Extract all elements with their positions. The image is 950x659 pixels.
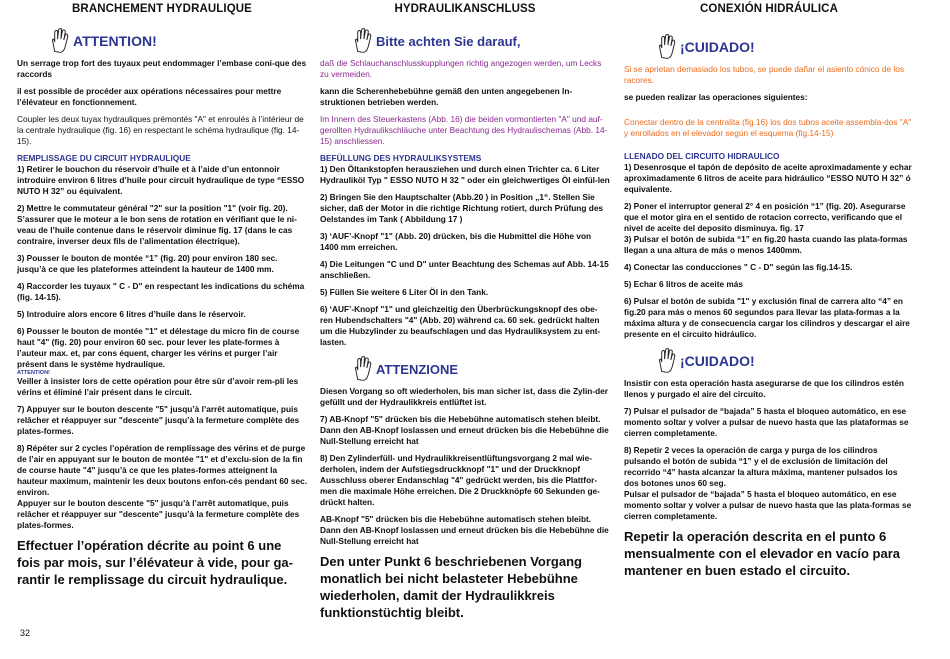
- step-4: 4) Raccorder les tuyaux " C - D" en respectant les indications du schéma (fig. 14-15).: [17, 281, 305, 302]
- step-4: 4) Conectar las conducciones " C - D" según las fig.14-15.: [624, 262, 853, 272]
- step-7: 7) Pulsar el pulsador de “bajada” 5 hasta el bloqueo automático, en ese momento soltar y volver a pulsar de nuevo hasta que las plataformas se cierren completamente.: [624, 406, 909, 438]
- final-note: Effectuer l’opération décrite au point 6 une fois par mois, sur l’élévateur à vide, pour ga-rantir le remplissage du circuit hydraulique.: [17, 538, 293, 587]
- warning-text: Si se aprietan demasiado los tubos, se puede dañar el asiento cónico de los racores.: [624, 64, 904, 85]
- step-6-note: Diesen Vorgang so oft wiederholen, bis man sicher ist, dass die Zylin-der gefüllt und der Hydraulikkreis entlüftet ist.: [320, 386, 609, 407]
- intro-text: se pueden realizar las operaciones siguientes:: [624, 92, 808, 102]
- step-5: 5) Introduire alors encore 6 litres d’huile dans le réservoir.: [17, 309, 246, 319]
- step-1: 1) Desenrosque el tapón de depósito de aceite aproximadamente y echar aproximadamente 6 litros de aceite para hidráulico “ESSO NUTO H 32” ó equivalente.: [624, 162, 912, 194]
- step-7: 7) Appuyer sur le bouton descente "5" jusqu’à l’arrêt automatique, puis relâcher et réappuyer sur "descente" jusqu’à la fermeture complète des plates-formes.: [17, 404, 300, 436]
- couple-text: Conectar dentro de la centralita (fig.16) los dos tubos aceite assembla-dos "A" y enrollados en el elevador según el esquema (fig.14-15): [624, 117, 912, 138]
- step-6: 6) Pulsar el botón de subida "1" y exclusión final de carrera alto “4” en fig.20 para más o menos 60 segundos para llevar las plata-formas a la máxima altura y de consecuencia cargar los cilindros y descargar el aire presente en el circuito hidráulico.: [624, 296, 910, 339]
- subtitle: BEFÜLLUNG DES HYDRAULIKSYSTEMS: [320, 153, 482, 163]
- couple-text: Im Innern des Steuerkastens (Abb. 16) die beiden vormontierten "A" und auf-gerollten Hydraulikschläuche unter Beachtung des Hydraulischemas (Abb. 14-15) anschliessen.: [320, 114, 608, 146]
- raised-hand-icon: [656, 348, 676, 374]
- column-french: [17, 0, 307, 588]
- step-8: 8) Répéter sur 2 cycles l’opération de remplissage des vérins et de purge de l’air en appuyant sur le bouton de montée "1" et d’exclu-sion de la fin de course haute "4" jusqu’à ce que les plates-formes atteignent la hauteur maximum, maintenir les deux boutons enfon-cés pendant 60 sec. environ.: [17, 443, 307, 497]
- step-8: 8) Repetir 2 veces la operación de carga y purga de los cilindros pulsando el botón de subida “1” y el de exclusión de limitación del recorrido “4” hasta alcanzar la altura máxima, mantener pulsados los dos botones unos 60 seg.: [624, 445, 898, 488]
- attention-title: ¡CUIDADO!: [680, 38, 755, 55]
- step-1: 1) Retirer le bouchon du réservoir d’huile et à l’aide d’un entonnoir introduire environ 6 litres d’huile pour circuit hydraulique de type “ESSO NUTO H 32” ou équivalent.: [17, 164, 305, 196]
- section-header: HYDRAULIKANSCHLUSS: [394, 3, 536, 15]
- section-header: BRANCHEMENT HYDRAULIQUE: [72, 3, 252, 15]
- step-2: 2) Mettre le commutateur général "2" sur la position "1" (voir fig. 20). S’assurer que le moteur a le bon sens de rotation en vérifiant que le ni-veau de l’huile contenue dans le réservoir diminue fig. 17 (dans le cas contraire, inverser deux fils de l’alimentation électrique).: [17, 203, 297, 246]
- step-2: 2) Bringen Sie den Hauptschalter (Abb.20 ) in Position „1“. Stellen Sie sicher, daß der Motor in die richtige Richtung rotiert, durch Prüfung des Oelstandes im Tank ( Abbildung 17 ): [320, 192, 604, 224]
- step-7: 7) AB-Knopf "5" drücken bis die Hebebühne automatisch stehen bleibt. Dann den AB-Knopf loslassen und erneut drücken bis die Hebebühne die Null-Stellung erreicht hat: [320, 414, 609, 446]
- column-german: [320, 0, 610, 621]
- step-6-note: Insistir con esta operación hasta asegurarse de que los cilindros estén llenos y purgado el aire del circuito.: [624, 378, 904, 399]
- raised-hand-icon: [656, 34, 676, 60]
- section-header: CONEXIÓN HIDRÁULICA: [700, 3, 838, 15]
- raised-hand-icon: [352, 28, 372, 54]
- attention-banner: [17, 26, 307, 56]
- attention-banner: [320, 26, 610, 56]
- step-5: 5) Füllen Sie weitere 6 Liter Öl in den Tank.: [320, 287, 489, 297]
- intro-text: il est possible de procéder aux opérations nécessaires pour mettre l’élévateur en fonctionnement.: [17, 86, 282, 107]
- attention-title-2: ¡CUIDADO!: [680, 352, 755, 369]
- step-8: 8) Den Zylinderfüll- und Hydraulikkreisentlüftungsvorgang 2 mal wie-derholen, indem der Aufstiegsdruckknopf "1" und der Druckknopf Ausschluss oberer Endanschlag "4" gedrückt werden, bis die Plattfor-men die maximale Höhe erreichen. Die 2 Druckknöpfe 60 Sekunden ge-drückt halten.: [320, 453, 600, 507]
- step-4: 4) Die Leitungen "C und D" unter Beachtung des Schemas auf Abb. 14-15 anschließen.: [320, 259, 609, 280]
- attention-title: ATTENTION!: [73, 32, 157, 49]
- step-6: 6) Pousser le bouton de montée "1" et délestage du micro fin de course haut "4" (fig. 20) pour environ 60 sec. pour lever les plate-formes à l’auteur max. et, par cons équent, charger les vérins et purger l’air présent dans le système hydraulique.: [17, 326, 300, 369]
- step-6: 6) ‘AUF’-Knopf "1" und gleichzeitig den Überbrückungsknopf des obe-ren Hubendschalters "4" (Abb. 20) während ca. 60 sek. gedrückt halten um die Hubzylinder zu beaufschlagen und das Hydrauliksystem zu ent-lasten.: [320, 304, 601, 347]
- column-spanish: [624, 0, 914, 579]
- raised-hand-icon: [352, 356, 372, 382]
- step-8-note: Appuyer sur le bouton descente "5" jusqu’à l’arrêt automatique, puis relâcher et réappuyer sur "descente" jusqu’à la fermeture complète des plates-formes.: [17, 498, 300, 530]
- step-8-note: AB-Knopf "5" drücken bis die Hebebühne automatisch stehen bleibt. Dann den AB-Knopf loslassen und erneut drücken bis die Hebebühne die Null-Stellung erreicht hat: [320, 514, 609, 546]
- step-3: 3) ‘AUF’-Knopf "1" (Abb. 20) drücken, bis die Hubmittel die Höhe von 1400 mm erreichen.: [320, 231, 592, 252]
- intro-text: kann die Scherenhebebühne gemäß den unten angegebenen In-struktionen betrieben werden.: [320, 86, 573, 107]
- attention-banner: [624, 32, 914, 62]
- final-note: Repetir la operación descrita en el punto 6 mensualmente con el elevador en vacío para mantener en buen estado el circuito.: [624, 529, 901, 578]
- step-8-note: Pulsar el pulsador de “bajada” 5 hasta el bloqueo automático, en ese momento soltar y volver a pulsar de nuevo hasta que las plata-formas se cierren completamente.: [624, 489, 912, 521]
- raised-hand-icon: [49, 28, 69, 54]
- attention-title-2: ATTENZIONE: [376, 361, 459, 377]
- final-note: Den unter Punkt 6 beschriebenen Vorgang monatlich bei nicht belasteter Hebebühne wiederholen, damit der Hydraulikkreis funktionstüchtig bleibt.: [320, 554, 582, 620]
- step-5: 5) Echar 6 litros de aceite más: [624, 279, 743, 289]
- attention-title: Bitte achten Sie darauf,: [376, 33, 521, 49]
- attention-banner-2: [320, 354, 610, 384]
- step-2: 2) Poner el interruptor general 2° 4 en posición “1” (fig. 20). Asegurarse que el motor gira en el sentido de rotacion correcto, verificando que el nivel de aceite del deposito disminuya. fig. 17: [624, 201, 906, 233]
- step-6-note: Veiller à insister lors de cette opération pour être sûr d’avoir rem-pli les vérins et éliminé l’air présent dans le circuit.: [17, 376, 299, 397]
- subtitle: LLENADO DEL CIRCUITO HIDRAULICO: [624, 151, 780, 161]
- small-attention-label: ATTENTION!: [17, 370, 50, 376]
- attention-banner-2: [624, 346, 914, 376]
- warning-text: daß die Schlauchanschlusskupplungen richtig angezogen werden, um Lecks zu vermeiden.: [320, 58, 602, 79]
- couple-text: Coupler les deux tuyax hydrauliques prémontés "A" et enroulés à l’intérieur de la centrale hydraulique (fig. 16) en respectant le schéma hydraulique (fig. 14-15).: [17, 114, 304, 146]
- warning-text: Un serrage trop fort des tuyaux peut endommager l’embase coni-que des raccords: [17, 58, 307, 79]
- step-1: 1) Den Öltankstopfen herausziehen und durch einen Trichter ca. 6 Liter Hydrauliköl Typ " ESSO NUTO H 32 " oder ein gleichwertiges Öl einfül-len: [320, 164, 610, 185]
- page-number: 32: [20, 628, 31, 638]
- step-3: 3) Pulsar el botón de subida “1” en fig.20 hasta cuando las plata-formas llegan a una altura de más o menos 1400mm.: [624, 234, 908, 255]
- step-3: 3) Pousser le bouton de montée “1” (fig. 20) pour environ 180 sec. jusqu’à ce que les plateformes atteindent la hauteur de 1400 mm.: [17, 253, 278, 274]
- subtitle: REMPLISSAGE DU CIRCUIT HYDRAULIQUE: [17, 153, 191, 163]
